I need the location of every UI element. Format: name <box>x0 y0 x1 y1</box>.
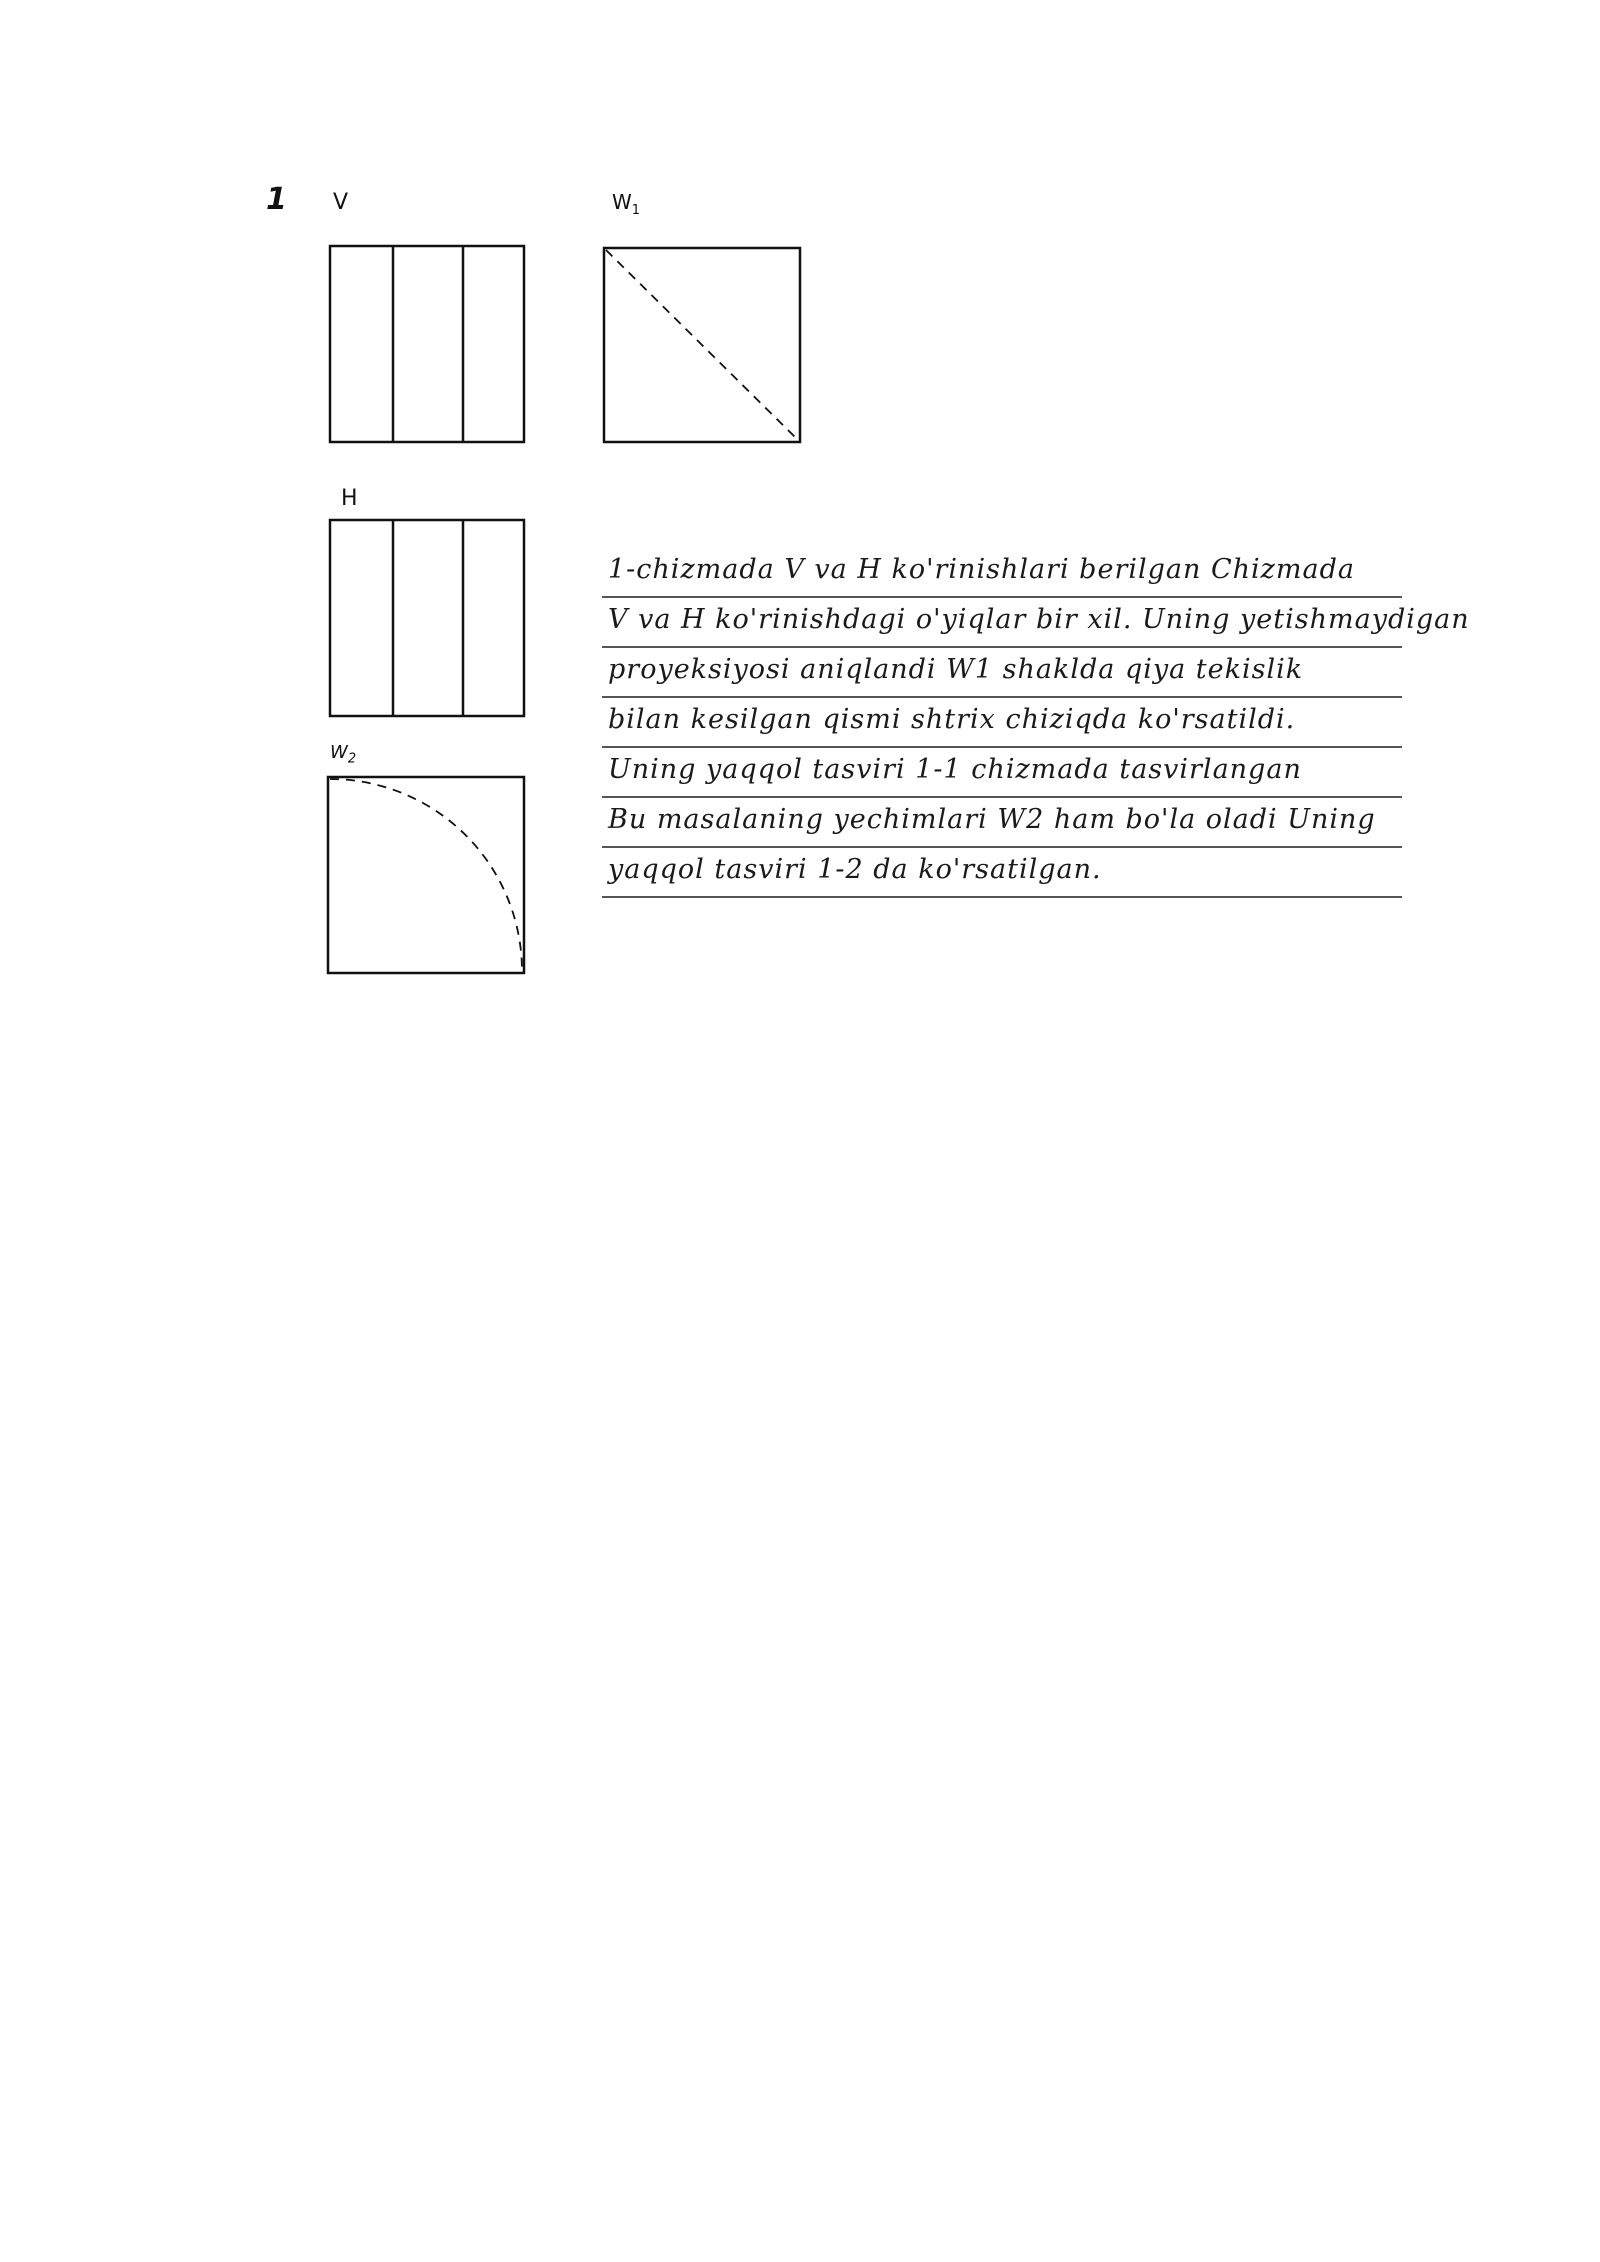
note-line: Bu masalaning yechimlari W2 ham bo'la oladi Uning <box>602 798 1402 848</box>
note-line: V va H ko'rinishdagi o'yiqlar bir xil. Uning yetishmaydigan <box>602 598 1402 648</box>
note-line: yaqqol tasviri 1-2 da ko'rsatilgan. <box>602 848 1402 898</box>
note-line: Uning yaqqol tasviri 1-1 chizmada tasvirlangan <box>602 748 1402 798</box>
view-label-w2-sub: 2 <box>347 751 357 767</box>
front-view-outline <box>330 246 524 442</box>
view-label-w1 <box>612 190 640 218</box>
view-label-w2 <box>330 742 356 767</box>
view-label-h: H <box>341 486 358 511</box>
note-line: bilan kesilgan qismi shtrix chiziqda ko'rsatildi. <box>602 698 1402 748</box>
note-line: 1-chizmada V va H ko'rinishlari berilgan Chizmada <box>602 548 1402 598</box>
side-view-w2-outline <box>328 777 524 973</box>
view-label-w1-main: W <box>612 190 632 214</box>
view-label-w2-main: W <box>330 742 348 763</box>
top-view-outline <box>330 520 524 716</box>
side-view-w2 <box>326 773 530 979</box>
explanation-note <box>602 548 1470 898</box>
side-view-w2-dashed-arc <box>330 779 522 971</box>
task-number: 1 <box>266 182 287 217</box>
view-label-v: V <box>333 190 349 215</box>
top-view-h <box>328 518 528 720</box>
note-line: proyeksiyosi aniqlandi W1 shaklda qiya tekislik <box>602 648 1402 698</box>
side-view-w1 <box>602 246 804 446</box>
front-view-v <box>328 244 528 444</box>
side-view-w1-dashed-diagonal <box>606 250 798 440</box>
view-label-w1-sub: 1 <box>631 203 641 218</box>
